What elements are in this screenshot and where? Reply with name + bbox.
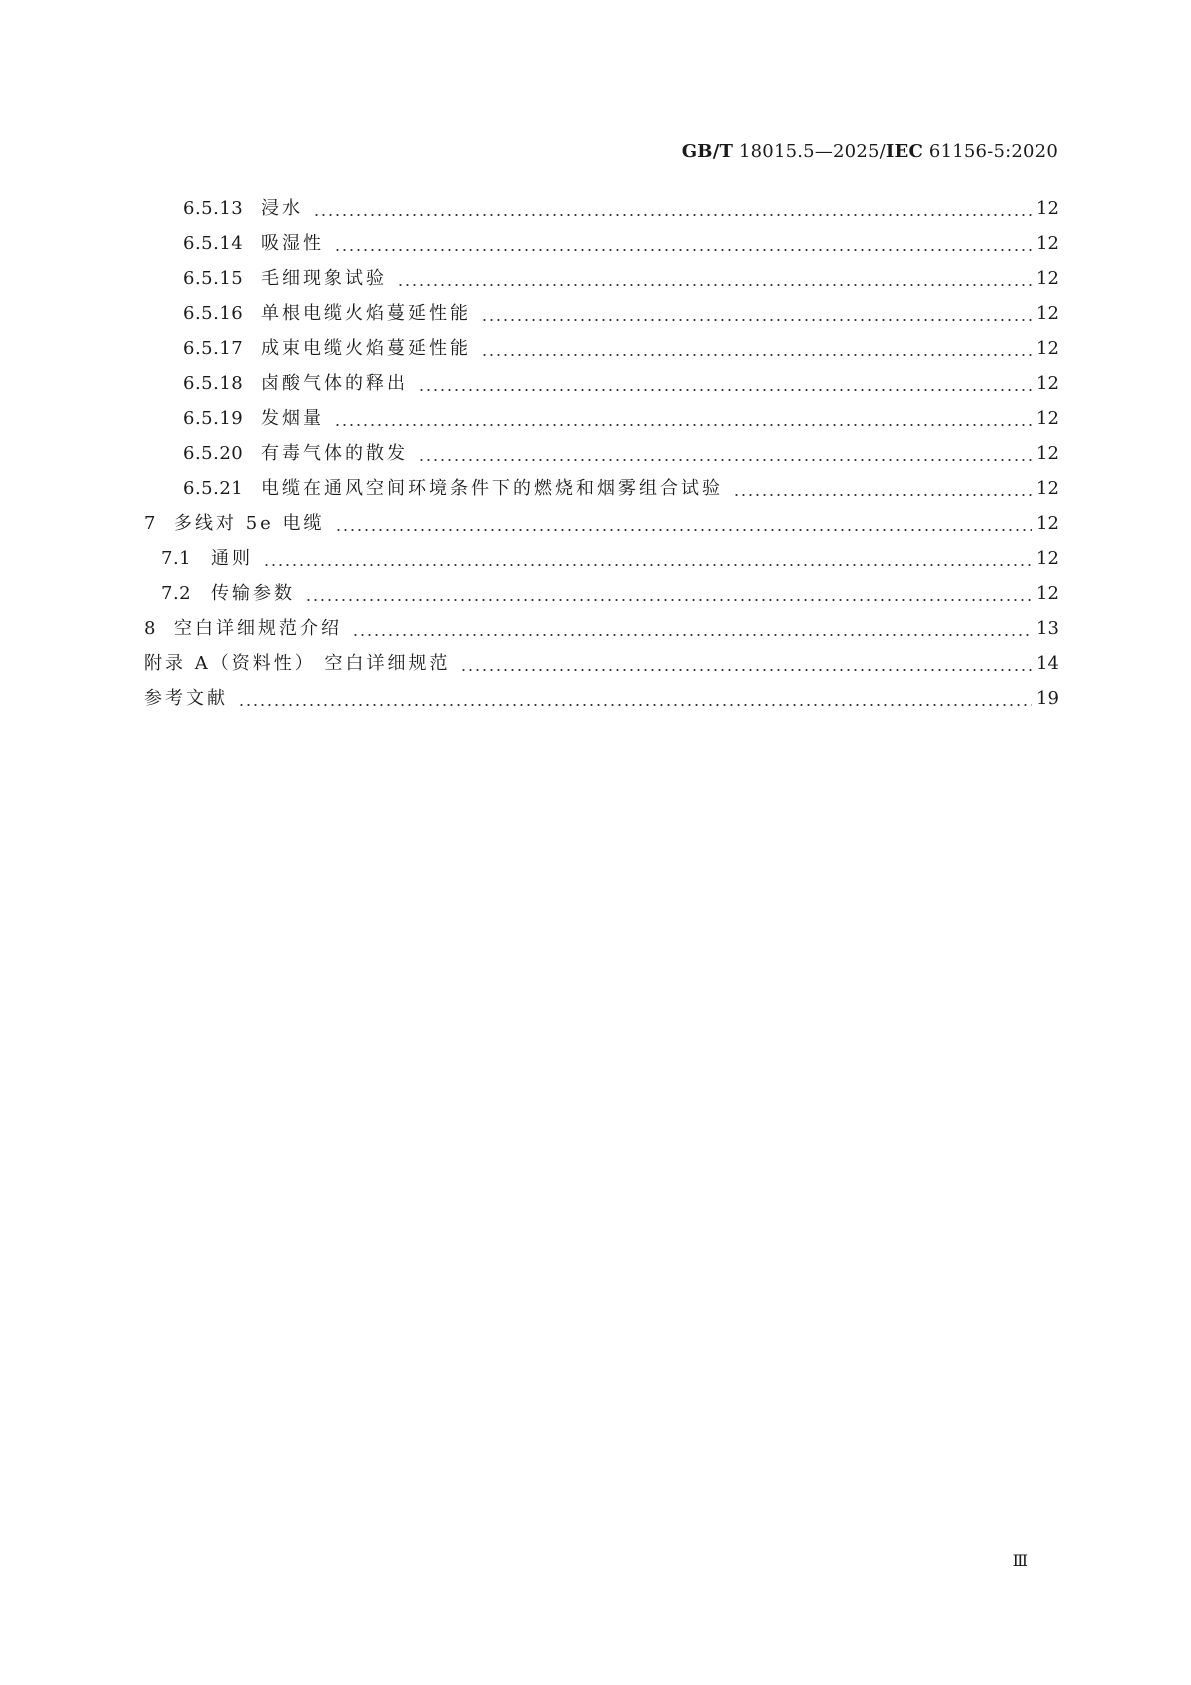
- toc-entry-title: 通则: [211, 548, 253, 569]
- toc-leader-dots: [335, 518, 1032, 536]
- toc-leader-dots: [481, 343, 1032, 361]
- toc-entry-number: 6.5.14: [183, 233, 244, 254]
- toc-entry-title: 浸水: [261, 198, 303, 219]
- iec-number: 61156-5:2020: [928, 141, 1058, 162]
- toc-entry[interactable]: [144, 264, 1058, 299]
- toc-entry-number: 6.5.21: [183, 478, 244, 499]
- toc-entry-page: 14: [1036, 653, 1059, 674]
- toc-entry-title: 附录 A（资料性） 空白详细规范: [144, 653, 451, 674]
- toc-entry-title: 卤酸气体的释出: [261, 373, 408, 394]
- toc-entry[interactable]: [144, 684, 1058, 719]
- toc-leader-dots: [238, 693, 1032, 711]
- toc-entry-title: 吸湿性: [261, 233, 324, 254]
- toc-entry-title: 电缆在通风空间环境条件下的燃烧和烟雾组合试验: [261, 478, 723, 499]
- toc-entry-title: 单根电缆火焰蔓延性能: [261, 303, 471, 324]
- toc-entry-page: 12: [1036, 548, 1059, 569]
- toc-entry-page: 12: [1036, 408, 1059, 429]
- toc-entry-number: 6.5.18: [183, 373, 244, 394]
- toc-entry-number: 6.5.13: [183, 198, 244, 219]
- toc-entry-page: 12: [1036, 338, 1059, 359]
- toc-entry[interactable]: [144, 369, 1058, 404]
- toc-entry[interactable]: [144, 194, 1058, 229]
- toc-entry-page: 19: [1036, 688, 1059, 709]
- toc-entry[interactable]: [144, 509, 1058, 544]
- toc-entry-title: 空白详细规范介绍: [174, 618, 342, 639]
- toc-leader-dots: [305, 588, 1032, 606]
- toc-entry-page: 12: [1036, 303, 1059, 324]
- toc-leader-dots: [418, 448, 1032, 466]
- toc-entry-title: 传输参数: [211, 583, 295, 604]
- toc-leader-dots: [418, 378, 1032, 396]
- toc-entry-page: 12: [1036, 233, 1059, 254]
- standard-prefix: GB/T: [681, 141, 734, 162]
- toc-entry-number: 6.5.20: [183, 443, 244, 464]
- toc-entry-page: 12: [1036, 373, 1059, 394]
- toc-entry[interactable]: [144, 614, 1058, 649]
- toc-entry[interactable]: [144, 439, 1058, 474]
- toc-leader-dots: [460, 658, 1032, 676]
- toc-leader-dots: [397, 273, 1032, 291]
- toc-entry-title: 发烟量: [261, 408, 324, 429]
- standard-number: 18015.5—2025/: [739, 141, 886, 162]
- toc-entry-title: 多线对 5e 电缆: [174, 513, 325, 534]
- toc-entry-page: 12: [1036, 198, 1059, 219]
- document-header: [682, 141, 1058, 162]
- toc-entry[interactable]: [144, 299, 1058, 334]
- toc-entry-number: 7.2: [161, 583, 192, 604]
- toc-entry-title: 成束电缆火焰蔓延性能: [261, 338, 471, 359]
- table-of-contents: [144, 194, 1058, 719]
- toc-entry-number: 6.5.19: [183, 408, 244, 429]
- toc-entry-number: 6.5.17: [183, 338, 244, 359]
- toc-entry-number: 8: [144, 618, 156, 639]
- toc-leader-dots: [263, 553, 1032, 571]
- toc-entry-page: 12: [1036, 583, 1059, 604]
- toc-entry-number: 6.5.15: [183, 268, 244, 289]
- toc-leader-dots: [334, 238, 1032, 256]
- toc-entry-title: 有毒气体的散发: [261, 443, 408, 464]
- toc-entry-page: 13: [1036, 618, 1059, 639]
- toc-entry-title: 参考文献: [144, 688, 228, 709]
- toc-entry[interactable]: [144, 649, 1058, 684]
- toc-entry[interactable]: [144, 334, 1058, 369]
- toc-leader-dots: [352, 623, 1032, 641]
- toc-leader-dots: [481, 308, 1032, 326]
- toc-entry-page: 12: [1036, 268, 1059, 289]
- toc-entry-number: 7.1: [161, 548, 192, 569]
- toc-entry[interactable]: [144, 579, 1058, 614]
- toc-entry-page: 12: [1036, 443, 1059, 464]
- footer-page-number: Ⅲ: [1012, 1551, 1028, 1570]
- toc-entry[interactable]: [144, 229, 1058, 264]
- toc-leader-dots: [733, 483, 1032, 501]
- toc-entry-page: 12: [1036, 513, 1059, 534]
- toc-entry-page: 12: [1036, 478, 1059, 499]
- toc-entry-number: 7: [144, 513, 156, 534]
- toc-leader-dots: [313, 203, 1032, 221]
- toc-entry-title: 毛细现象试验: [261, 268, 387, 289]
- iec-prefix: IEC: [885, 141, 923, 162]
- toc-leader-dots: [334, 413, 1032, 431]
- toc-entry-number: 6.5.16: [183, 303, 244, 324]
- toc-entry[interactable]: [144, 544, 1058, 579]
- toc-entry[interactable]: [144, 474, 1058, 509]
- toc-entry[interactable]: [144, 404, 1058, 439]
